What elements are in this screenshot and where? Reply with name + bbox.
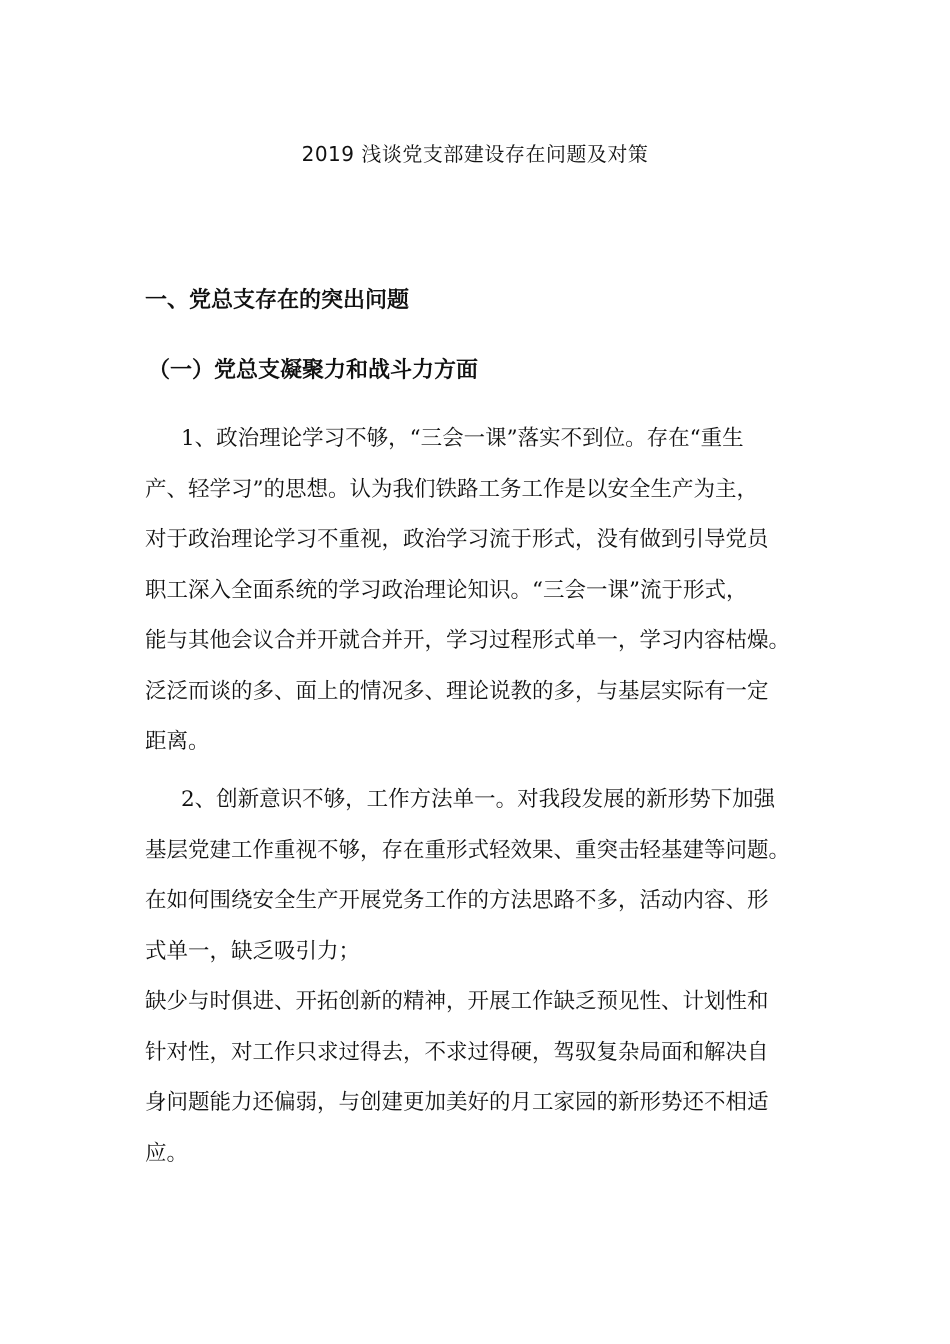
document-title: 2019 浅谈党支部建设存在问题及对策: [301, 142, 649, 166]
paragraph-line: 能与其他会议合并开就合并开，学习过程形式单一，学习内容枯燥。: [145, 628, 791, 653]
paragraph-line: 泛泛而谈的多、面上的情况多、理论说教的多，与基层实际有一定: [145, 678, 769, 704]
paragraph-line: 应。: [145, 1140, 189, 1166]
paragraph-line: 产、轻学习”的思想。认为我们铁路工务工作是以安全生产为主，: [145, 476, 758, 502]
paragraph-line: 对于政治理论学习不重视，政治学习流于形式，没有做到引导党员: [145, 527, 769, 552]
paragraph-2: [145, 775, 815, 1179]
subsection-heading: （一）党总支凝聚力和战斗力方面: [148, 358, 479, 383]
paragraph-line: 2、创新意识不够，工作方法单一。对我段发展的新形势下加强: [181, 787, 776, 812]
paragraph-line: 职工深入全面系统的学习政治理论知识。“三会一课”流于形式，: [145, 577, 748, 603]
paragraph-line: 基层党建工作重视不够，存在重形式轻效果、重突击轻基建等问题。: [145, 837, 791, 863]
paragraph-line: 1、政治理论学习不够，“三会一课”落实不到位。存在“重生: [181, 426, 744, 451]
paragraph-line: 距离。: [145, 729, 210, 754]
paragraph-line: 缺少与时俱进、开拓创新的精神，开展工作缺乏预见性、计划性和: [145, 989, 769, 1014]
section-heading: 一、党总支存在的突出问题: [145, 288, 410, 313]
paragraph-line: 身问题能力还偏弱，与创建更加美好的月工家园的新形势还不相适: [145, 1090, 769, 1115]
paragraph-line: 针对性，对工作只求过得去，不求过得硬，驾驭复杂局面和解决自: [145, 1039, 769, 1065]
paragraph-1: [145, 414, 815, 768]
paragraph-line: 在如何围绕安全生产开展党务工作的方法思路不多，活动内容、形: [145, 888, 769, 913]
paragraph-line: 式单一，缺乏吸引力；: [145, 938, 361, 964]
